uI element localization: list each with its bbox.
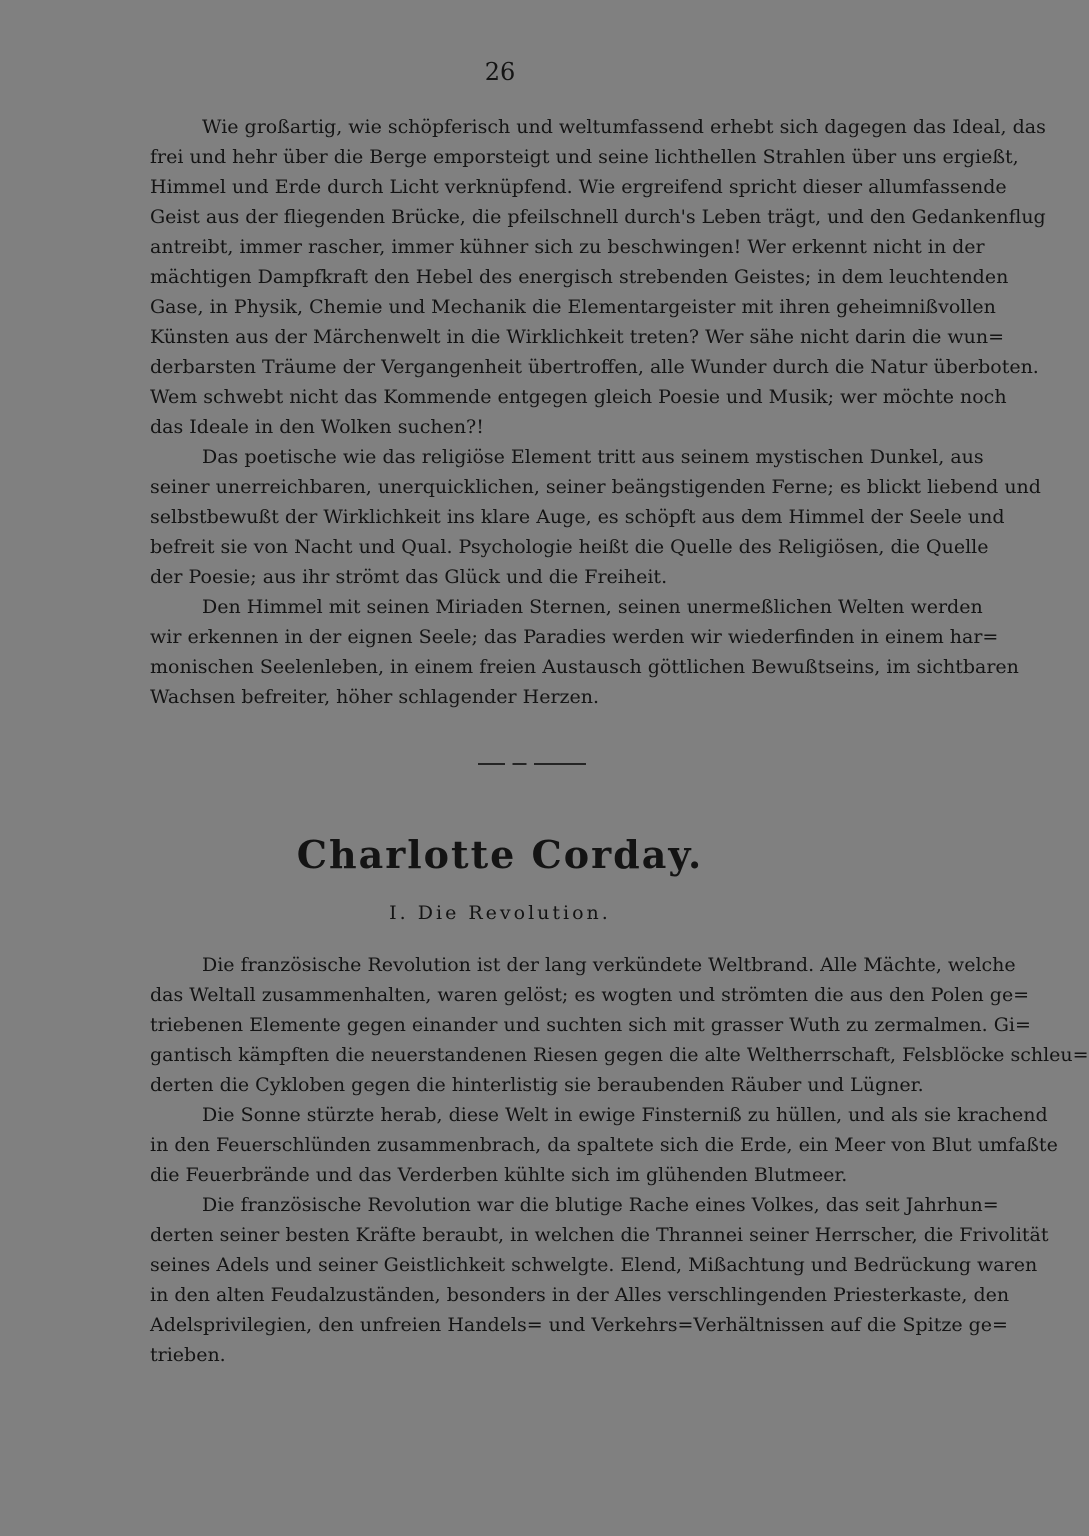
text-line: Himmel und Erde durch Licht verknüpfend. Wie ergreifend spricht dieser allumfassende xyxy=(150,176,1007,198)
text-line: das Ideale in den Wolken suchen?! xyxy=(150,416,484,438)
text-line: die Feuerbrände und das Verderben kühlte sich im glühenden Blutmeer. xyxy=(150,1164,848,1186)
section-heading: I. Die Revolution. xyxy=(389,902,611,924)
text-line: der Poesie; aus ihr strömt das Glück und die Freiheit. xyxy=(150,566,668,588)
chapter-paragraph-3 xyxy=(150,1190,1049,1370)
intro-paragraph-3 xyxy=(150,592,1019,712)
text-line: selbstbewußt der Wirklichkeit ins klare Auge, es schöpft aus dem Himmel der Seele und xyxy=(150,506,1005,528)
text-line: Künsten aus der Märchenwelt in die Wirklichkeit treten? Wer sähe nicht darin die wun= xyxy=(150,326,1005,348)
intro-paragraph-1 xyxy=(150,112,1046,442)
text-line: Das poetische wie das religiöse Element tritt aus seinem mystischen Dunkel, aus xyxy=(202,446,984,468)
text-line: wir erkennen in der eignen Seele; das Paradies werden wir wiederfinden in einem har= xyxy=(150,626,999,648)
text-line: in den Feuerschlünden zusammenbrach, da spaltete sich die Erde, ein Meer von Blut umfaßte xyxy=(150,1134,1058,1156)
text-line: Adelsprivilegien, den unfreien Handels= und Verkehrs=Verhältnissen auf die Spitze ge= xyxy=(150,1314,1008,1336)
text-line: triebenen Elemente gegen einander und suchten sich mit grasser Wuth zu zermalmen. Gi= xyxy=(150,1014,1031,1036)
text-line: Wem schwebt nicht das Kommende entgegen gleich Poesie und Musik; wer möchte noch xyxy=(150,386,1007,408)
text-line: derten die Cykloben gegen die hinterlistig sie beraubenden Räuber und Lügner. xyxy=(150,1074,924,1096)
text-line: trieben. xyxy=(150,1344,226,1366)
text-line: derbarsten Träume der Vergangenheit übertroffen, alle Wunder durch die Natur überboten. xyxy=(150,356,1039,378)
text-line: Den Himmel mit seinen Miriaden Sternen, seinen unermeßlichen Welten werden xyxy=(202,596,983,618)
text-line: frei und hehr über die Berge emporsteigt und seine lichthellen Strahlen über uns ergießt, xyxy=(150,146,1019,168)
page-number: 26 xyxy=(484,58,516,86)
text-line: Die französische Revolution ist der lang verkündete Weltbrand. Alle Mächte, welche xyxy=(202,954,1016,976)
text-line: das Weltall zusammenhalten, waren gelöst; es wogten und strömten die aus den Polen ge= xyxy=(150,984,1030,1006)
text-line: seiner unerreichbaren, unerquicklichen, seiner beängstigenden Ferne; es blickt liebend und xyxy=(150,476,1041,498)
text-line: Geist aus der fliegenden Brücke, die pfeilschnell durch's Leben trägt, und den Gedankenflug xyxy=(150,206,1046,228)
text-line: befreit sie von Nacht und Qual. Psychologie heißt die Quelle des Religiösen, die Quelle xyxy=(150,536,989,558)
section-divider-rule xyxy=(478,763,586,765)
text-line: Die Sonne stürzte herab, diese Welt in ewige Finsterniß zu hüllen, und als sie krachend xyxy=(202,1104,1048,1126)
chapter-paragraph-2 xyxy=(150,1100,1058,1190)
text-line: mächtigen Dampfkraft den Hebel des energisch strebenden Geistes; in dem leuchtenden xyxy=(150,266,1009,288)
text-line: Gase, in Physik, Chemie und Mechanik die Elementargeister mit ihren geheimnißvollen xyxy=(150,296,996,318)
text-line: in den alten Feudalzuständen, besonders in der Alles verschlingenden Priesterkaste, den xyxy=(150,1284,1010,1306)
intro-paragraph-2 xyxy=(150,442,1041,592)
text-line: Die französische Revolution war die blutige Rache eines Volkes, das seit Jahrhun= xyxy=(202,1194,999,1216)
text-line: monischen Seelenleben, in einem freien Austausch göttlichen Bewußtseins, im sichtbaren xyxy=(150,656,1019,678)
text-line: antreibt, immer rascher, immer kühner sich zu beschwingen! Wer erkennt nicht in der xyxy=(150,236,985,258)
chapter-paragraph-1 xyxy=(150,950,1089,1100)
text-line: derten seiner besten Kräfte beraubt, in welchen die Thrannei seiner Herrscher, die Frivolität xyxy=(150,1224,1049,1246)
chapter-title: Charlotte Corday. xyxy=(296,832,704,877)
text-line: seines Adels und seiner Geistlichkeit schwelgte. Elend, Mißachtung und Bedrückung waren xyxy=(150,1254,1038,1276)
text-line: Wachsen befreiter, höher schlagender Herzen. xyxy=(150,686,600,708)
text-line: Wie großartig, wie schöpferisch und weltumfassend erhebt sich dagegen das Ideal, das xyxy=(202,116,1046,138)
text-line: gantisch kämpften die neuerstandenen Riesen gegen die alte Weltherrschaft, Felsblöcke schleu= xyxy=(150,1044,1089,1066)
